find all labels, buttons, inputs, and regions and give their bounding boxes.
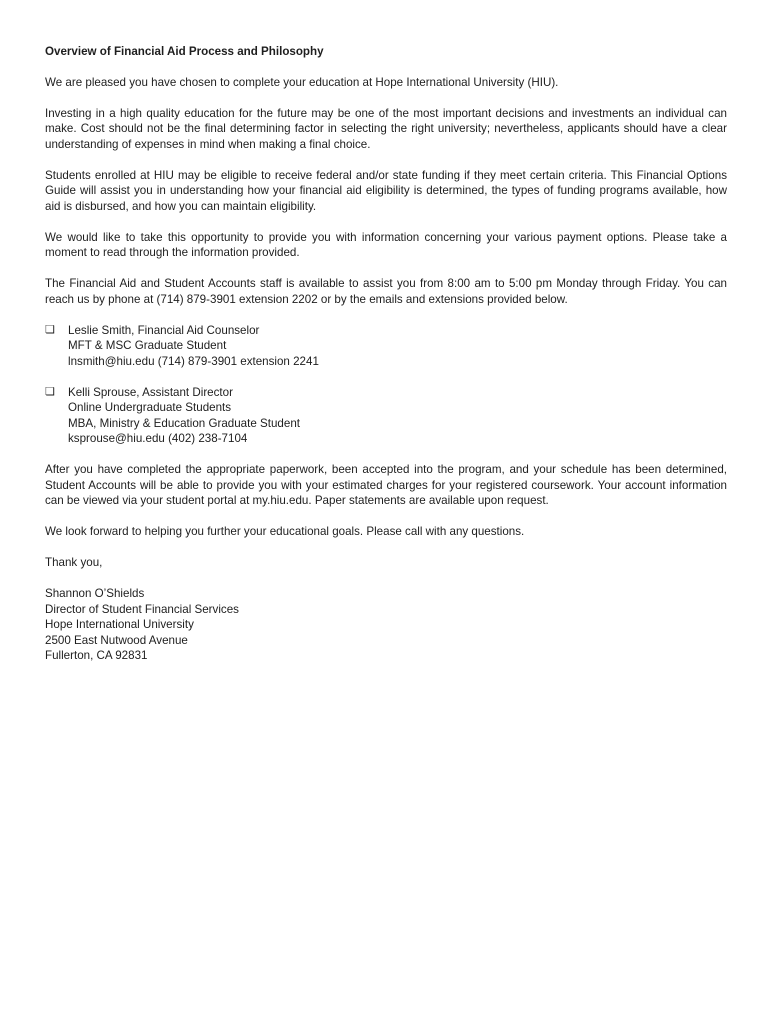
document-title: Overview of Financial Aid Process and Philosophy: [45, 45, 324, 58]
contact-name: Leslie Smith, Financial Aid Counselor: [68, 323, 260, 337]
signature-street: 2500 East Nutwood Avenue: [45, 633, 188, 647]
contact-role-secondary: MBA, Ministry & Education Graduate Student: [68, 416, 300, 430]
paragraph-eligibility: Students enrolled at HIU may be eligible to receive federal and/or state funding if they meet certain criteria. This Financial Options Guide will assist you in understanding how your financial aid eligibility is determined, the types of funding programs available, how aid is disbursed, and how you can maintain eligibility.: [45, 168, 727, 213]
paragraph-closing: We look forward to helping you further your educational goals. Please call with any questions.: [45, 525, 525, 538]
contact-name: Kelli Sprouse, Assistant Director: [68, 385, 233, 399]
document-page: [45, 44, 727, 664]
checkbox-icon: ❏: [45, 323, 55, 336]
contact-email-phone: ksprouse@hiu.edu (402) 238-7104: [68, 432, 248, 445]
paragraph-payment-options: We would like to take this opportunity to provide you with information concerning your various payment options. Please take a moment to read through the information provided.: [45, 230, 727, 259]
paragraph-investment: Investing in a high quality education for the future may be one of the most important decisions and investments an individual can make. Cost should not be the final determining factor in selecting the right university; nevertheless, applicants should have a clear understanding of expenses in mind when making a final choice.: [45, 106, 727, 151]
contact-role: Online Undergraduate Students: [68, 401, 232, 414]
contact-lines: [68, 385, 300, 447]
signature-block: [45, 586, 727, 664]
checkbox-icon: ❏: [45, 385, 55, 398]
signature-organization: Hope International University: [45, 618, 194, 631]
contact-kelli-sprouse: [45, 385, 727, 447]
contact-leslie-smith: [45, 323, 727, 370]
signature-name: Shannon O’Shields: [45, 587, 145, 600]
signature-title: Director of Student Financial Services: [45, 602, 239, 616]
paragraph-student-accounts: After you have completed the appropriate paperwork, been accepted into the program, and your schedule has been determined, Student Accounts will be able to provide you with your estimated charges for your registered coursework. Your account information can be viewed via your student portal at my.hiu.edu. Paper statements are available upon request.: [45, 463, 727, 507]
contact-lines: [68, 323, 319, 370]
signature-city: Fullerton, CA 92831: [45, 649, 148, 662]
contact-role: MFT & MSC Graduate Student: [68, 339, 227, 352]
paragraph-thank-you: Thank you,: [45, 556, 103, 569]
paragraph-staff-hours: The Financial Aid and Student Accounts staff is available to assist you from 8:00 am to 5:00 pm Monday through Friday. You can reach us by phone at (714) 879-3901 extension 2202 or by the emails and extensions provided below.: [45, 277, 727, 306]
contact-email-phone: lnsmith@hiu.edu (714) 879-3901 extension 2241: [68, 354, 319, 368]
paragraph-welcome: We are pleased you have chosen to complete your education at Hope International University (HIU).: [45, 75, 559, 89]
